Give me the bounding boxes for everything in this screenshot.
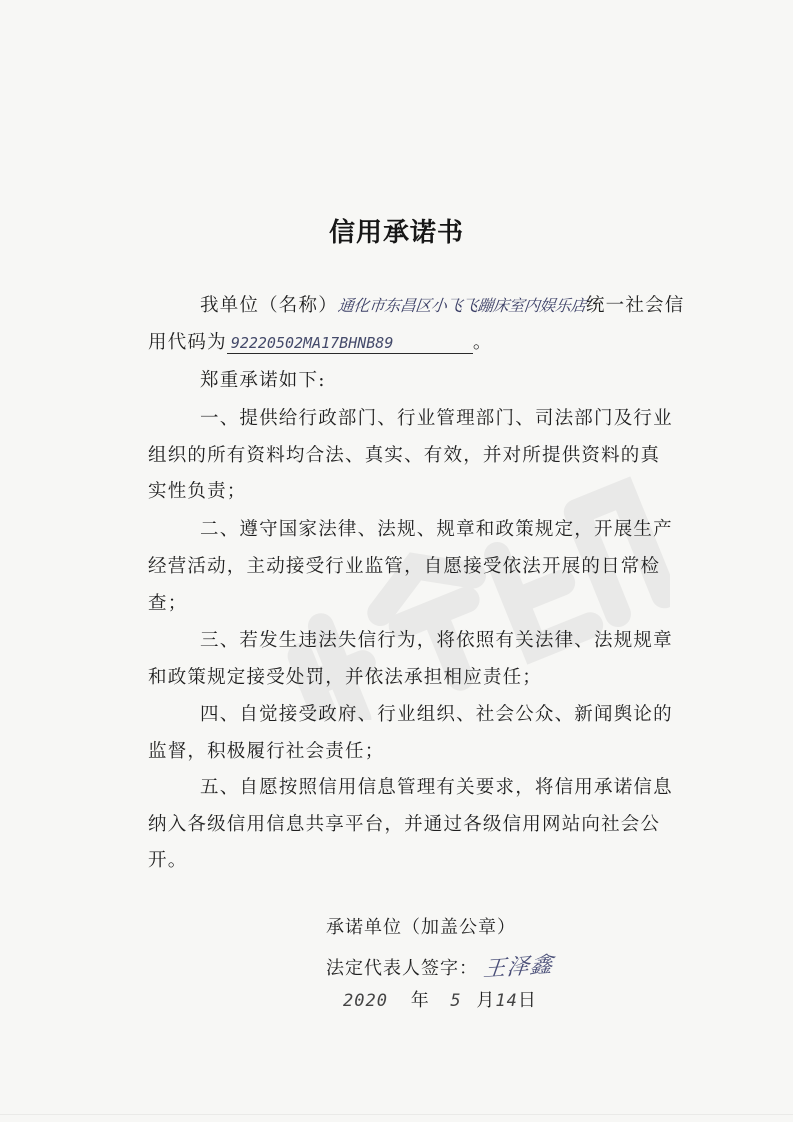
clause-1-line-2: 组织的所有资料均合法、真实、有效，并对所提供资料的真 xyxy=(148,445,661,466)
date-year: 2020 xyxy=(343,991,388,1011)
legal-rep-signature: 王泽鑫 xyxy=(482,952,555,983)
clause-2-line-1: 二、遵守国家法律、法规、规章和政策规定，开展生产 xyxy=(200,519,673,540)
clause-5-line-2: 纳入各级信用信息共享平台，并通过各级信用网站向社会公 xyxy=(148,814,661,835)
intro-line2-suffix: 。 xyxy=(472,332,493,353)
credit-code-field: 92220502MA17BHNB89 xyxy=(227,333,473,354)
scan-edge-line xyxy=(0,1114,793,1115)
clause-2-line-3: 查； xyxy=(148,593,188,614)
date-day-char: 日 xyxy=(517,990,537,1011)
commitment-unit-label: 承诺单位（加盖公章） xyxy=(326,917,516,938)
intro-line2-prefix: 用代码为 xyxy=(148,332,227,353)
lead-text: 郑重承诺如下: xyxy=(200,370,326,391)
intro-after-name: 统一社会信 xyxy=(585,295,685,316)
legal-rep-row xyxy=(326,950,553,981)
clause-3-line-1: 三、若发生违法失信行为，将依照有关法律、法规规章 xyxy=(200,630,673,651)
company-name-handwritten: 通化市东昌区小飞飞蹦床室内娱乐店 xyxy=(336,296,587,315)
clause-2-line-2: 经营活动，主动接受行业监管，自愿接受依法开展的日常检 xyxy=(148,556,661,577)
legal-rep-label: 法定代表人签字： xyxy=(326,958,478,979)
clause-1-line-3: 实性负责； xyxy=(148,481,247,502)
date-day: 14 xyxy=(495,991,518,1011)
clause-5-line-1: 五、自愿按照信用信息管理有关要求，将信用承诺信息 xyxy=(200,777,673,798)
intro-line-2 xyxy=(148,328,493,354)
intro-prefix: 我单位（名称） xyxy=(200,295,338,316)
clause-5-line-3: 开。 xyxy=(148,850,188,871)
date-month-char: 月 xyxy=(476,990,496,1011)
date-year-char: 年 xyxy=(410,990,430,1011)
date-month: 5 xyxy=(450,991,462,1011)
clause-4-line-1: 四、自觉接受政府、行业组织、社会公众、新闻舆论的 xyxy=(200,704,673,725)
page-title: 信用承诺书 xyxy=(328,218,464,248)
clause-3-line-2: 和政策规定接受处罚，并依法承担相应责任； xyxy=(148,667,543,688)
intro-line-1 xyxy=(200,291,684,317)
date-row xyxy=(343,986,537,1012)
clause-4-line-2: 监督，积极履行社会责任； xyxy=(148,741,385,762)
clause-1-line-1: 一、提供给行政部门、行业管理部门、司法部门及行业 xyxy=(200,408,673,429)
